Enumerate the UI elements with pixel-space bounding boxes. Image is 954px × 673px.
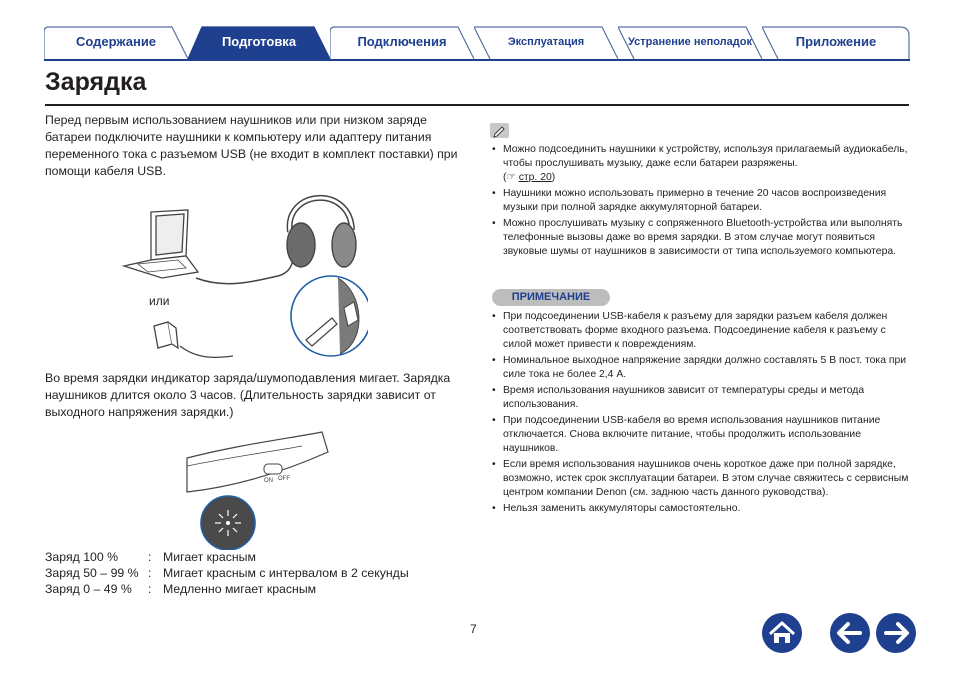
switch-on-label: ON (264, 478, 273, 484)
ac-adapter-icon (154, 322, 233, 357)
or-label: или (149, 294, 170, 308)
status-row: Заряд 50 – 99 % : Мигает красным с интервалом в 2 секунды (45, 566, 409, 580)
tab-operation[interactable] (474, 26, 618, 58)
notes-list (490, 310, 910, 518)
list-item: • Номинальное выходное напряжение зарядки должно составлять 5 В пост. тока при силе тока не более 2,4 А. (490, 354, 910, 382)
switch-off-label: OFF (278, 476, 290, 482)
tips-list (490, 143, 910, 261)
tab-label: Подключения (357, 34, 447, 49)
usb-cable-icon (196, 260, 293, 284)
list-item: • Если время использования наушников очень короткое даже при полной зарядке, возможно, истек срок эксплуатации батареи. В этом случае свяжитесь с сервисным центром компании Denon (см. заднюю часть данного руководства). (490, 458, 910, 500)
headphones-icon (287, 198, 356, 267)
back-button[interactable] (829, 612, 871, 654)
tab-contents[interactable] (44, 26, 188, 58)
tab-label: Устранение неполадок (628, 36, 752, 48)
tab-bar (44, 26, 910, 60)
indicator-illustration (182, 430, 332, 550)
list-item: • Время использования наушников зависит от температуры среды и метода использования. (490, 384, 910, 412)
list-item: • Можно прослушивать музыку с сопряженного Bluetooth-устройства или выполнять телефонные вызовы даже во время зарядки. В этом случае могут появиться звуковые шумы от наушников в зависимости от типа используемого компьютера. (490, 217, 910, 259)
tab-label: Содержание (75, 34, 157, 49)
intro-paragraph: Перед первым использованием наушников или при низком заряде батареи подключите наушники к компьютеру или адаптеру питания переменного тока с разъемом USB (не входит в комплект поставки) при помощи кабеля USB. (45, 113, 458, 178)
list-item: • Наушники можно использовать примерно в течение 20 часов воспроизведения музыки при полной зарядке аккумуляторной батареи. (490, 187, 910, 215)
laptop-icon (124, 210, 198, 278)
tab-preparation[interactable] (188, 26, 330, 58)
page-number: 7 (470, 622, 477, 636)
list-item: • При подсоединении USB-кабеля к разъему для зарядки разъем кабеля должен соответствовать форме входного разъема. Подсоединение кабеля к разъему с силой может привести к повреждениям. (490, 310, 910, 352)
note-badge: ПРИМЕЧАНИЕ (492, 289, 610, 306)
tab-connections[interactable] (330, 26, 474, 58)
status-row: Заряд 0 – 49 % : Медленно мигает красным (45, 582, 317, 596)
list-item: • При подсоединении USB-кабеля во время использования наушников питание отключается. Снова включите питание, чтобы продолжить использование наушников. (490, 414, 910, 456)
tab-underline (44, 59, 910, 61)
hand-pointer-icon: ☞ (506, 172, 516, 183)
tab-appendix[interactable] (762, 26, 910, 58)
charging-illustration (118, 180, 368, 376)
tab-troubleshooting[interactable] (618, 26, 762, 58)
list-item: • Нельзя заменить аккумуляторы самостоятельно. (490, 502, 910, 516)
tab-label: Подготовка (221, 34, 297, 49)
pencil-icon (490, 123, 509, 138)
page-link[interactable]: стр. 20 (518, 172, 552, 183)
list-item: • Можно подсоединить наушники к устройству, используя прилагаемый аудиокабель, чтобы прослушивать музыку, даже если батареи разряжены. (☞ стр. 20) (490, 143, 910, 185)
page-title: Зарядка (45, 68, 147, 96)
forward-button[interactable] (875, 612, 917, 654)
tab-label: Эксплуатация (507, 36, 585, 48)
charging-paragraph: Во время зарядки индикатор заряда/шумоподавления мигает. Зарядка наушников длится около 3 часов. (Длительность зарядки зависит от выходного напряжения зарядки.) (45, 371, 451, 419)
tab-label: Приложение (795, 34, 877, 49)
title-divider (45, 104, 909, 106)
status-row: Заряд 100 % : Мигает красным (45, 550, 256, 564)
home-button[interactable] (761, 612, 803, 654)
